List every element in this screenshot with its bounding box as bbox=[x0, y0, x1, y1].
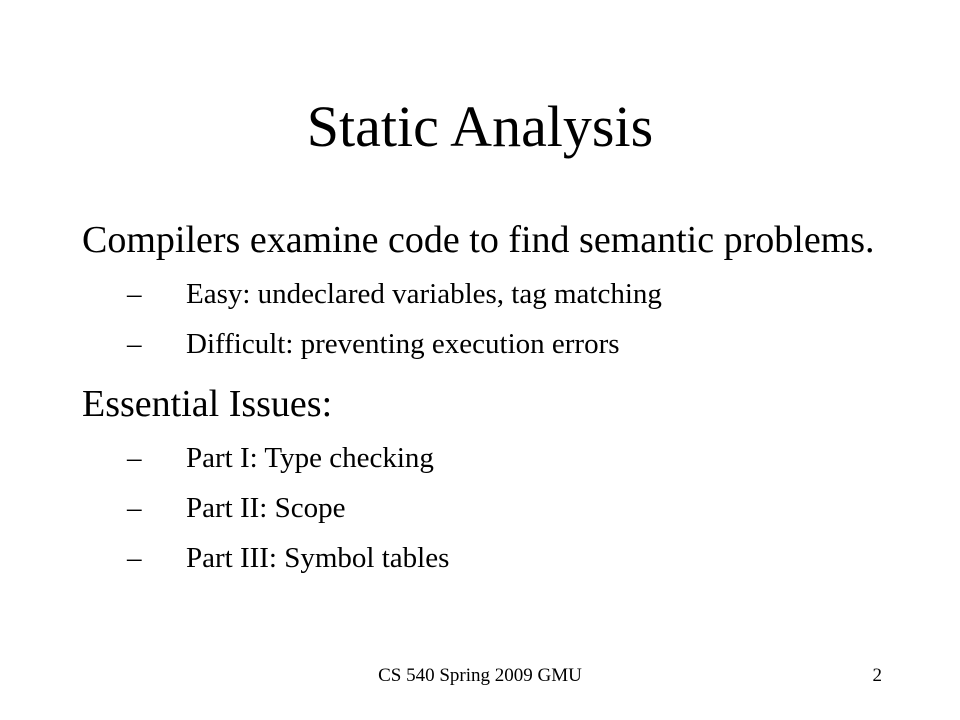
bullet-dash: – bbox=[127, 328, 142, 360]
bullet-dash: – bbox=[127, 442, 142, 474]
page-number: 2 bbox=[872, 665, 882, 686]
bullet-item bbox=[82, 441, 902, 476]
slide-body bbox=[82, 212, 902, 576]
bullet-item bbox=[82, 541, 902, 576]
bullet-item bbox=[82, 327, 902, 362]
bullet-text: Difficult: preventing execution errors bbox=[186, 328, 620, 360]
bullet-dash: – bbox=[127, 492, 142, 524]
section-heading-compilers: Compilers examine code to find semantic problems. bbox=[82, 219, 875, 261]
bullet-text: Part I: Type checking bbox=[186, 442, 434, 474]
bullet-item bbox=[82, 277, 902, 312]
section-heading-essential-issues: Essential Issues: bbox=[82, 383, 333, 425]
bullet-dash: – bbox=[127, 278, 142, 310]
bullet-text: Part II: Scope bbox=[186, 492, 346, 524]
bullet-dash: – bbox=[127, 542, 142, 574]
slide-title: Static Analysis bbox=[306, 94, 654, 159]
bullet-item bbox=[82, 491, 902, 526]
slide-footer: CS 540 Spring 2009 GMU bbox=[378, 665, 582, 686]
bullet-text: Part III: Symbol tables bbox=[186, 542, 450, 574]
bullet-text: Easy: undeclared variables, tag matching bbox=[186, 278, 662, 310]
